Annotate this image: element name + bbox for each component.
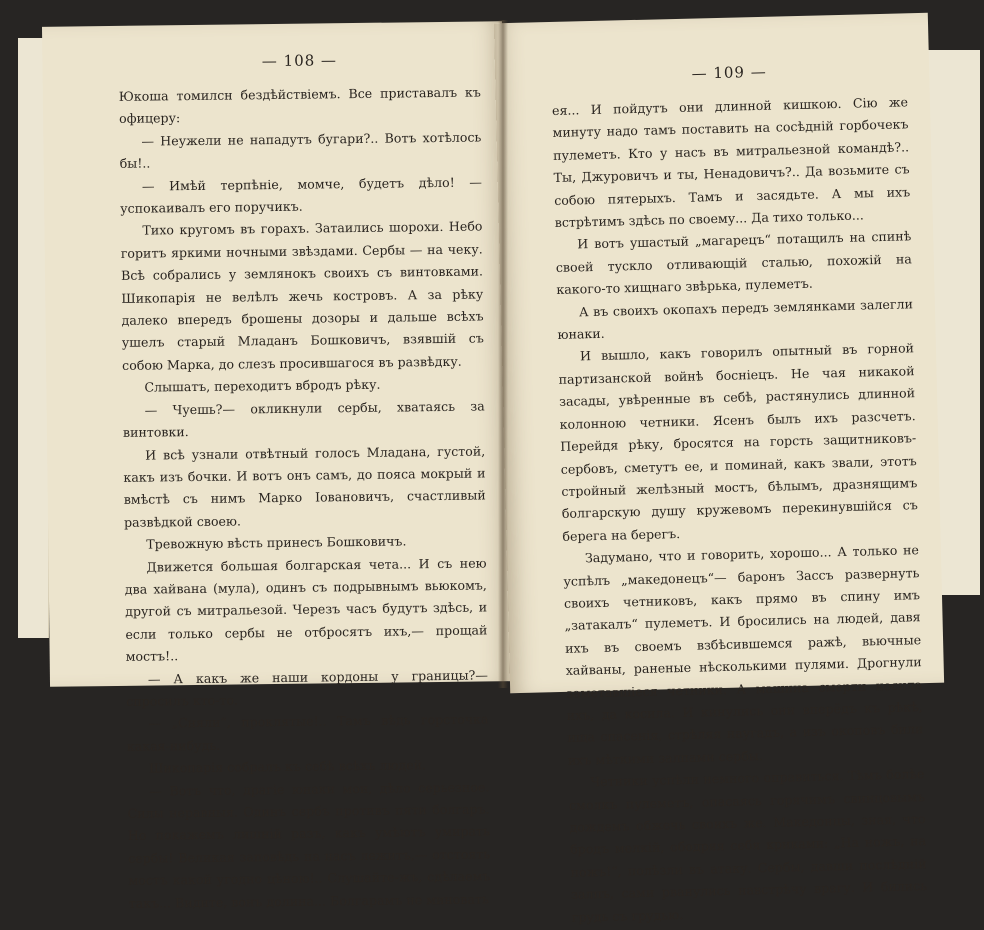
paragraph: Слышатъ, переходитъ вбродъ рѣку. [144, 377, 381, 395]
right-page-text [552, 91, 928, 928]
paragraph: Четники успѣли немного оправиться. Тѣмъ болѣе смолкъ пулеметъ, опасаясь горячимъ свинцовымъ дождемъ обжечь своихъ же. Македонцы, зная, что бродъ мелкій, ободряя себя криками: „На ножъ, на ножъ!“, полѣзли въ атаку. Сербы, давши послѣдній залпъ, сами рванулись навстрѣчу врагу. И бились грудь съ грудью. [568, 766, 928, 925]
paragraph: Задумано, что и говорить, хорошо... А только не успѣлъ „македонецъ“— баронъ Зассъ развернуть своихъ четниковъ, какъ прямо въ спину имъ „затакалъ“ пулеметъ. И бросились на людей, давя ихъ въ своемъ взбѣсившемся ражѣ, вьючные хайваны, раненые нѣсколькими пулями. Дрогнули заметавшіеся четники. А машина смерти косила ихъ, да косила. И кинулись они вперёдъ къ рѣкѣ, ища спасенія, стрѣляя наугадъ, а изъ окоповъ били ихъ мѣткими залпами сербы. [563, 542, 924, 768]
paragraph: А въ своихъ окопахъ передъ землянками залегли юнаки. [557, 295, 914, 343]
paragraph: Юкоша томилсн бездѣйствіемъ. Все приставалъ къ офицеру: [118, 84, 481, 127]
paragraph: И всѣ узнали отвѣтный голосъ Младана, густой, какъ изъ бочки. И вотъ онъ самъ, до пояса мокрый и вмѣстѣ съ нимъ Марко Іовановичъ, счастливый развѣдкой своею. [123, 442, 486, 530]
paragraph: Тихо кругомъ въ горахъ. Затаились шорохи. Небо горитъ яркими ночными звѣздами. Сербы — на чеку. Всѣ собрались у землянокъ своихъ съ винтовками. Шикопарія не велѣлъ жечь костровъ. А за рѣку далеко впередъ брошены дозоры и дальше всѣхъ ушелъ старый Младанъ Бошковичъ, взявшій съ собою Марка, до слезъ просившагося въ развѣдку. [120, 218, 484, 373]
paragraph: — Чуешь?— окликнули сербы, хватаясь за винтовки. [122, 398, 485, 440]
paragraph: — Неужели не нападутъ бугари?.. Вотъ хотѣлось бы!.. [119, 129, 482, 172]
paragraph: — А какъ же наши кордоны у границы?— спросилъ кто-то. [126, 666, 489, 709]
left-page [42, 21, 510, 911]
paragraph: И вотъ ушастый „магарецъ“ потащилъ на спинѣ своей тускло отливающій сталью, похожій на какого-то хищнаго звѣрька, пулеметъ. [555, 228, 912, 298]
right-page [494, 13, 944, 925]
paragraph: Движется большая болгарская чета... И съ нею два хайвана (мула), одинъ съ подрывнымъ вьюкомъ, другой съ митральезой. Черезъ часъ будутъ здѣсь, и если только сербы не отбросятъ ихъ,— прощай мостъ!.. [124, 554, 488, 665]
left-page-text [119, 81, 491, 914]
paragraph: — Имѣй терпѣніе, момче, будетъ дѣло! — успокаивалъ его поручикъ. [120, 174, 483, 216]
right-page-number: — 109 — [691, 62, 767, 83]
paragraph: ея... И пойдутъ они длинной кишкою. Сію же минуту надо тамъ поставить на сосѣдній горбочекъ пулеметъ. Кто у насъ въ митральезной командѣ?.. Ты, Джуровичъ и ты, Ненадовичъ?.. Да возьмите съ собою пятерыхъ. Тамъ и засядьте. А мы ихъ встрѣтимъ здѣсь по своему... Да тихо только... [551, 94, 911, 231]
book-gutter [498, 20, 508, 688]
left-page-number: — 108 — [261, 51, 338, 71]
paragraph: — „Сняли“, проклятые!.. Тамъ вѣдь горсточка какая-нибудь. [126, 711, 489, 754]
paragraph: — Вотъ что, драгіе юнаки мои, дѣло серьезное. Силы неравныя. Одинъ сербъ противъ пяти болгаръ. Но покажемъ лишній разъ, какъ умѣютъ умирать сербы! Великая заповѣдь на насъ лежитъ,— отстоять мостъ какой угодно цѣною!.. Слушайте-жъ, сдѣлаемъ такъ... Видите, вонъ долина... Болгарамъ не миновать [127, 779, 491, 911]
paragraph: И вышло, какъ говорилъ опытный въ горной партизанской войнѣ боснiецъ. Не чая никакой засады, увѣренные въ себѣ, растянулись длинной колонною четники. Ясенъ былъ ихъ разсчетъ. Перейдя рѣку, бросятся на горсть защитниковъ-сербовъ, сметутъ ее, и поминай, какъ звали, этотъ стройный желѣзный мостъ, бѣлымъ, дразнящимъ болгарскую душу кружевомъ перекинувшійся съ берега на берегъ. [558, 340, 918, 544]
paragraph: Тревожную вѣсть принесъ Бошковичъ. [146, 533, 407, 552]
paragraph: Шикопарія собралъ къ себѣ всѣхъ людей. [148, 757, 427, 776]
